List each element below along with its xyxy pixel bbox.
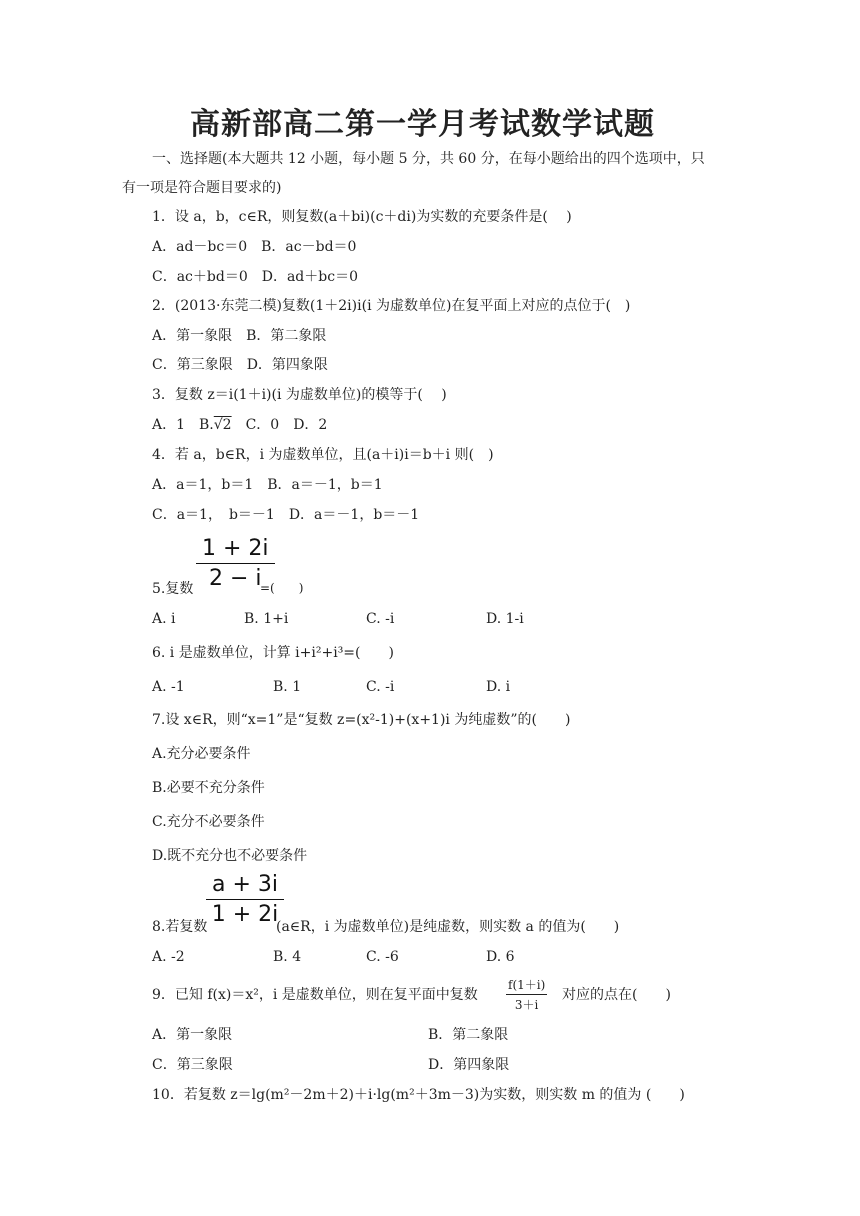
question-6-option-a: A. -1 xyxy=(152,679,185,695)
fraction-denominator: 2 − i xyxy=(209,566,262,591)
question-5-suffix: =( ) xyxy=(260,581,304,595)
question-2-options-line1: A．第一象限 B．第二象限 xyxy=(152,328,327,344)
question-3-options-a: A．1 B. xyxy=(152,417,214,433)
question-7-stem: 7.设 x∈R，则“x=1”是“复数 z=(x²-1)+(x+1)i 为纯虚数”的( ) xyxy=(152,712,571,728)
question-5-option-a: A. i xyxy=(152,611,176,627)
question-5-option-b: B. 1+i xyxy=(244,611,289,627)
question-9-option-b: B．第二象限 xyxy=(428,1027,509,1043)
question-8-option-c: C. -6 xyxy=(366,949,399,965)
question-7-option-a: A.充分必要条件 xyxy=(152,746,251,762)
question-1-options-line2: C．ac＋bd＝0 D．ad＋bc＝0 xyxy=(152,269,358,285)
fraction-denominator: 1 + 2i xyxy=(211,902,279,927)
question-3-options-rest: C．0 D．2 xyxy=(231,417,328,433)
question-5-prefix: 5.复数 xyxy=(152,581,194,597)
question-4-stem: 4．若 a，b∈R，i 为虚数单位，且(a＋i)i＝b＋i 则( ) xyxy=(152,447,494,463)
sqrt-two: √2 xyxy=(213,417,232,433)
question-2-options-line2: C．第三象限 D．第四象限 xyxy=(152,357,328,373)
question-8-option-d: D. 6 xyxy=(486,949,515,965)
question-6-option-b: B. 1 xyxy=(273,679,302,695)
question-1-options-line1: A．ad－bc＝0 B．ac－bd＝0 xyxy=(152,239,357,255)
question-3-stem: 3．复数 z＝i(1＋i)(i 为虚数单位)的模等于( ) xyxy=(152,387,447,403)
question-7-option-d: D.既不充分也不必要条件 xyxy=(152,848,308,864)
fraction-numerator: a + 3i xyxy=(212,872,279,897)
question-3-options xyxy=(152,418,327,432)
question-7-option-b: B.必要不充分条件 xyxy=(152,780,265,796)
question-6-option-d: D. i xyxy=(486,679,511,695)
question-9-suffix: 对应的点在( ) xyxy=(562,987,671,1003)
question-9-option-d: D．第四象限 xyxy=(428,1057,510,1073)
question-4-options-line1: A．a＝1，b＝1 B．a＝－1，b＝1 xyxy=(152,477,383,493)
question-7-option-c: C.充分不必要条件 xyxy=(152,814,265,830)
section-header-line2: 有一项是符合题目要求的) xyxy=(122,180,282,196)
question-6-option-c: C. -i xyxy=(366,679,395,695)
question-1-stem: 1．设 a，b，c∈R，则复数(a＋bi)(c＋di)为实数的充要条件是( ) xyxy=(152,209,572,225)
section-header-line1: 一、选择题(本大题共 12 小题，每小题 5 分，共 60 分，在每小题给出的四个选项中，只 xyxy=(152,151,705,167)
fraction-denominator: 3＋i xyxy=(514,998,539,1012)
question-5-option-c: C. -i xyxy=(366,611,395,627)
question-8-suffix: (a∈R，i 为虚数单位)是纯虚数，则实数 a 的值为( ) xyxy=(276,919,620,935)
question-10-stem: 10．若复数 z＝lg(m²－2m＋2)＋i·lg(m²＋3m－3)为实数，则实数 m 的值为 ( ) xyxy=(152,1087,685,1103)
question-2-stem: 2．(2013·东莞二模)复数(1＋2i)i(i 为虚数单位)在复平面上对应的点位于( ) xyxy=(152,298,631,314)
question-5-option-d: D. 1-i xyxy=(486,611,524,627)
question-9-prefix: 9．已知 f(x)＝x²，i 是虚数单位，则在复平面中复数 xyxy=(152,987,478,1003)
question-8-option-b: B. 4 xyxy=(273,949,302,965)
question-9-option-c: C．第三象限 xyxy=(152,1057,233,1073)
question-8-option-a: A. -2 xyxy=(152,949,185,965)
question-6-stem: 6. i 是虚数单位，计算 i+i²+i³=( ) xyxy=(152,645,394,661)
question-9-option-a: A．第一象限 xyxy=(152,1027,233,1043)
question-8-fraction xyxy=(206,872,284,927)
question-4-options-line2: C．a＝1， b＝－1 D．a＝－1，b＝－1 xyxy=(152,507,420,523)
question-9-fraction xyxy=(506,976,547,1013)
fraction-numerator: f(1＋i) xyxy=(508,978,546,992)
page-title: 高新部高二第一学月考试数学试题 xyxy=(190,107,655,142)
fraction-numerator: 1 + 2i xyxy=(202,536,269,561)
question-8-prefix: 8.若复数 xyxy=(152,919,208,935)
